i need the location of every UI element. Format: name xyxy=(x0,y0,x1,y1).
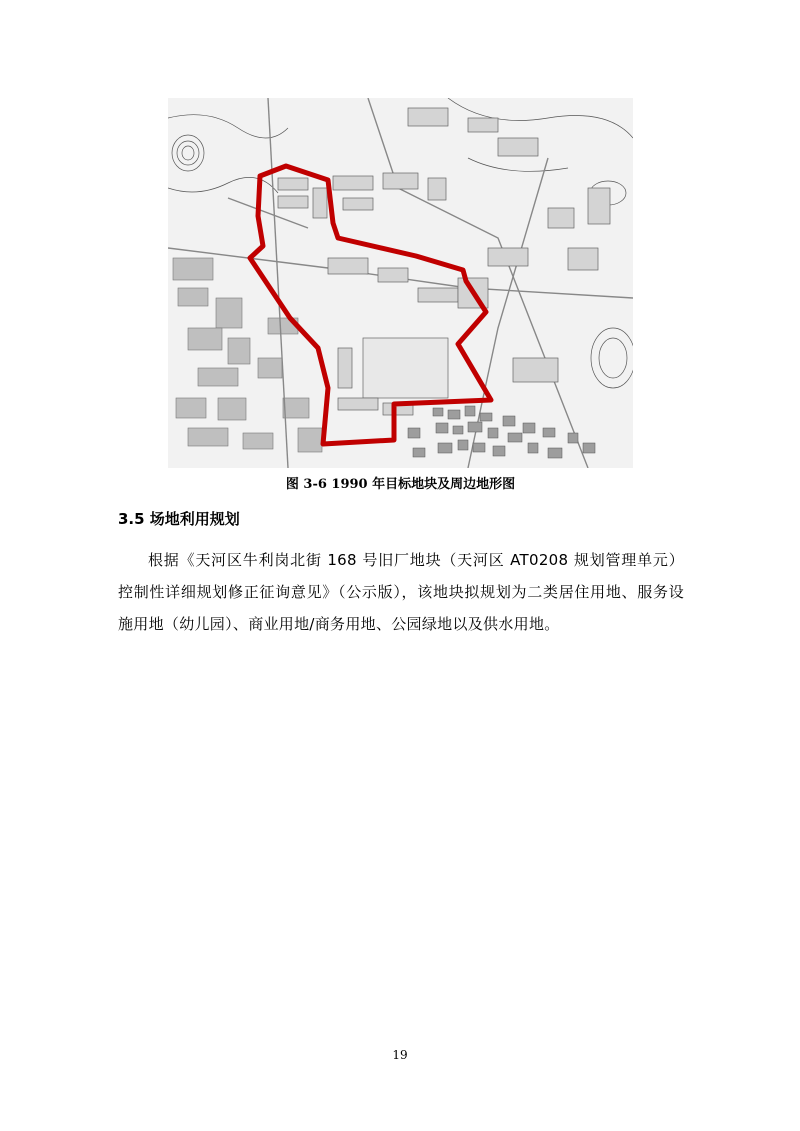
topographic-map xyxy=(168,98,633,468)
figure-caption: 图 3-6 1990 年目标地块及周边地形图 xyxy=(285,477,516,492)
topographic-map-figure xyxy=(168,98,633,468)
page-number: 19 xyxy=(392,1048,408,1062)
section-heading: 3.5 场地利用规划 xyxy=(118,510,240,528)
body-paragraph: 根据《天河区牛利岗北街 168 号旧厂地块（天河区 AT0208 规划管理单元）控制性详细规划修正征询意见》（公示版），该地块拟规划为二类居住用地、服务设施用地（幼儿园）、商业用地/商务用地、公园绿地以及供水用地。 xyxy=(118,551,684,633)
